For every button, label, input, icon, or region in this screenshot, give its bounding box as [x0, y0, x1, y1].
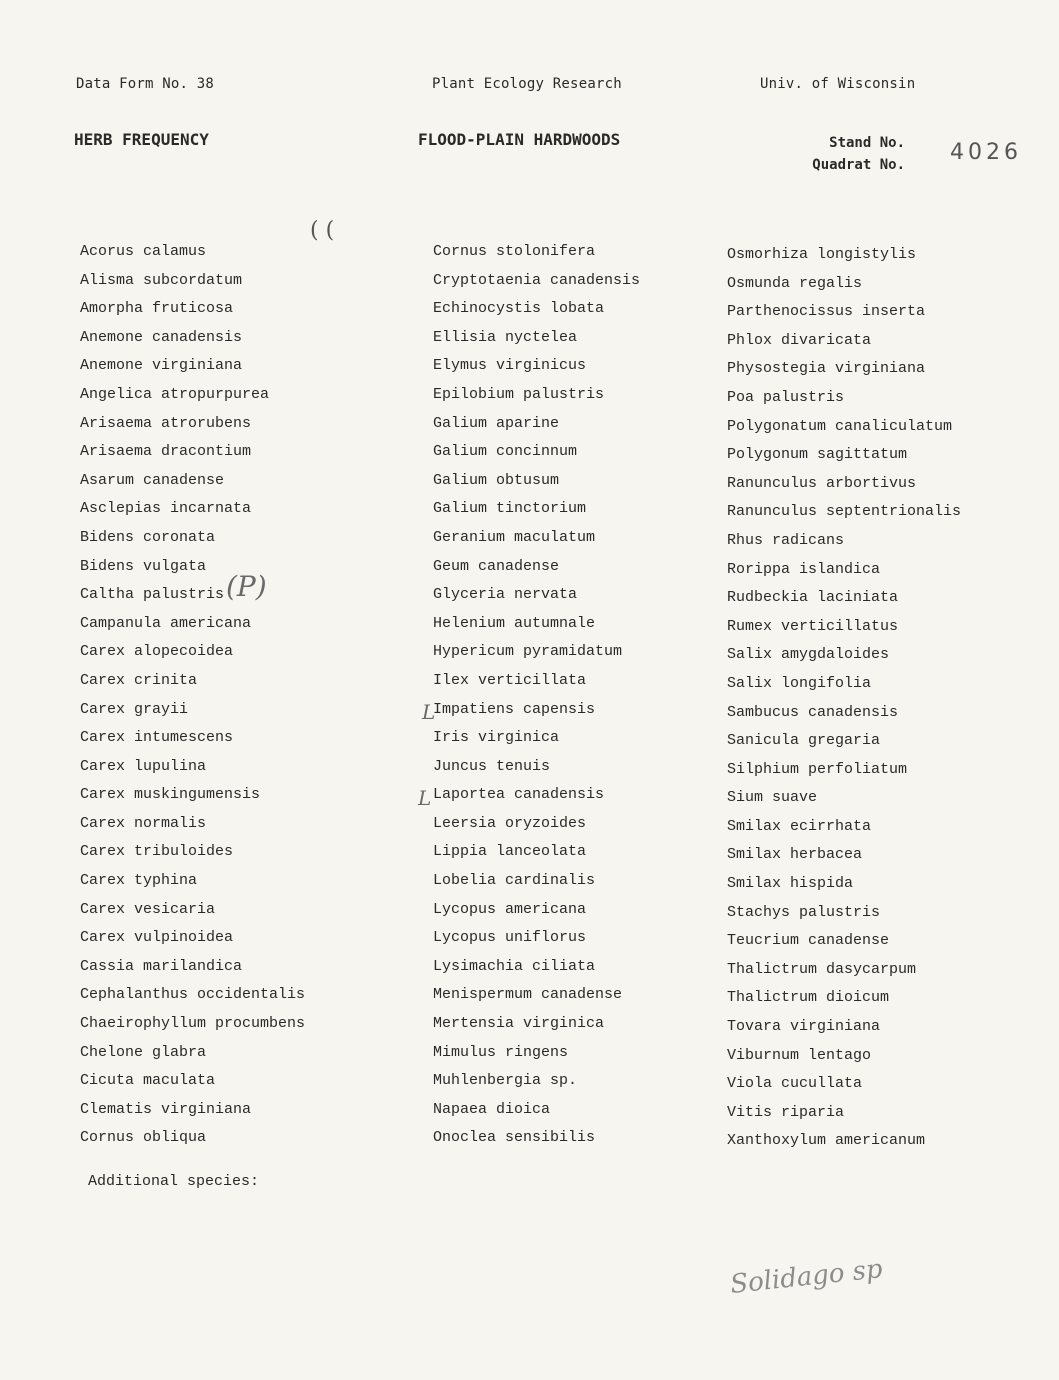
species-item: Salix longifolia: [727, 674, 872, 692]
species-item: Carex vulpinoidea: [80, 929, 234, 947]
species-item: Geum canadense: [433, 557, 560, 575]
species-item: Cassia marilandica: [80, 957, 243, 975]
research-label: Plant Ecology Research: [432, 76, 622, 92]
species-item: Leersia oryzoides: [433, 814, 587, 832]
species-item: Chelone glabra: [80, 1043, 207, 1061]
species-item: Cryptotaenia canadensis: [433, 271, 641, 289]
species-item: Asarum canadense: [80, 471, 225, 489]
species-item: Lysimachia ciliata: [433, 957, 596, 975]
species-item: Rorippa islandica: [727, 560, 881, 578]
species-item: Parthenocissus inserta: [727, 303, 926, 321]
species-item: Carex tribuloides: [80, 843, 234, 861]
species-item: Rhus radicans: [727, 531, 845, 549]
species-item: Laportea canadensis: [433, 786, 605, 804]
species-item: Glyceria nervata: [433, 586, 578, 604]
species-item: Elymus virginicus: [433, 357, 587, 375]
species-item: Lycopus uniflorus: [433, 929, 587, 947]
species-item: Rumex verticillatus: [727, 617, 899, 635]
species-item: Caltha palustris: [80, 586, 225, 604]
species-item: Teucrium canadense: [727, 932, 890, 950]
species-item: Hypericum pyramidatum: [433, 643, 623, 661]
species-item: Viola cucullata: [727, 1075, 863, 1093]
species-item: Cicuta maculata: [80, 1072, 216, 1090]
species-item: Helenium autumnale: [433, 614, 596, 632]
university-label: Univ. of Wisconsin: [760, 76, 916, 92]
species-item: Carex lupulina: [80, 757, 207, 775]
species-item: Polygonatum canaliculatum: [727, 417, 953, 435]
species-item: Mertensia virginica: [433, 1015, 605, 1033]
species-item: Amorpha fruticosa: [80, 300, 234, 318]
species-item: Smilax herbacea: [727, 846, 863, 864]
species-item: Galium obtusum: [433, 471, 560, 489]
species-item: Onoclea sensibilis: [433, 1129, 596, 1147]
species-item: Clematis virginiana: [80, 1100, 252, 1118]
species-item: Ilex verticillata: [433, 671, 587, 689]
species-item: Smilax ecirrhata: [727, 817, 872, 835]
species-item: Iris virginica: [433, 729, 560, 747]
species-item: Campanula americana: [80, 614, 252, 632]
species-item: Poa palustris: [727, 388, 845, 406]
species-item: Silphium perfoliatum: [727, 760, 908, 778]
species-item: Lippia lanceolata: [433, 843, 587, 861]
quadrat-label: Quadrat No.: [812, 157, 905, 173]
species-item: Napaea dioica: [433, 1100, 551, 1118]
species-item: Rudbeckia laciniata: [727, 589, 899, 607]
species-item: Arisaema atrorubens: [80, 414, 252, 432]
stand-label: Stand No.: [829, 135, 905, 151]
species-item: Carex alopecoidea: [80, 643, 234, 661]
species-item: Smilax hispida: [727, 875, 854, 893]
species-item: Carex normalis: [80, 814, 207, 832]
species-item: Juncus tenuis: [433, 757, 551, 775]
form-number: Data Form No. 38: [76, 76, 215, 92]
additional-species-label: Additional species:: [88, 1173, 260, 1190]
species-item: Thalictrum dioicum: [727, 989, 890, 1007]
handwritten-note: Solidago sp: [728, 1254, 884, 1300]
species-item: Sanicula gregaria: [727, 732, 881, 750]
stand-number-handwritten: 4026: [950, 140, 1022, 165]
species-item: Bidens vulgata: [80, 557, 207, 575]
stand-quadrat-labels: [800, 132, 905, 176]
species-item: Impatiens capensis: [433, 700, 596, 718]
species-item: Xanthoxylum americanum: [727, 1132, 926, 1150]
species-item: Thalictrum dasycarpum: [727, 960, 917, 978]
species-item: Arisaema dracontium: [80, 443, 252, 461]
species-item: Bidens coronata: [80, 528, 216, 546]
species-item: Anemone virginiana: [80, 357, 243, 375]
species-item: Muhlenbergia sp.: [433, 1072, 578, 1090]
laportea-tick-mark: L: [418, 786, 432, 810]
species-item: Polygonum sagittatum: [727, 446, 908, 464]
species-item: Osmunda regalis: [727, 274, 863, 292]
species-item: Mimulus ringens: [433, 1043, 569, 1061]
species-item: Ellisia nyctelea: [433, 328, 578, 346]
species-item: Phlox divaricata: [727, 331, 872, 349]
species-item: Cornus stolonifera: [433, 243, 596, 260]
species-item: Ranunculus arbortivus: [727, 474, 917, 492]
species-item: Sambucus canadensis: [727, 703, 899, 721]
species-item: Carex intumescens: [80, 729, 234, 747]
species-item: Anemone canadensis: [80, 328, 243, 346]
species-item: Salix amygdaloides: [727, 646, 890, 664]
species-item: Carex crinita: [80, 671, 198, 689]
species-item: Galium tinctorium: [433, 500, 587, 518]
check-mark: ( (: [310, 218, 335, 243]
community-title: FLOOD-PLAIN HARDWOODS: [418, 130, 621, 149]
species-item: Carex grayii: [80, 700, 189, 718]
species-item: Galium aparine: [433, 414, 560, 432]
form-title: HERB FREQUENCY: [74, 130, 209, 149]
species-item: Alisma subcordatum: [80, 271, 243, 289]
impatiens-tick-mark: L: [422, 700, 436, 724]
species-item: Angelica atropurpurea: [80, 385, 270, 403]
species-item: Acorus calamus: [80, 243, 207, 260]
species-item: Stachys palustris: [727, 903, 881, 921]
species-item: Ranunculus septentrionalis: [727, 503, 962, 521]
species-item: Carex muskingumensis: [80, 786, 261, 804]
species-item: Galium concinnum: [433, 443, 578, 461]
species-item: Lobelia cardinalis: [433, 872, 596, 890]
species-item: Carex vesicaria: [80, 900, 216, 918]
species-item: Cephalanthus occidentalis: [80, 986, 306, 1004]
species-item: Epilobium palustris: [433, 385, 605, 403]
species-item: Menispermum canadense: [433, 986, 623, 1004]
species-item: Asclepias incarnata: [80, 500, 252, 518]
species-item: Echinocystis lobata: [433, 300, 605, 318]
species-item: Geranium maculatum: [433, 528, 596, 546]
species-item: Chaeirophyllum procumbens: [80, 1015, 306, 1033]
species-column-right: [727, 241, 961, 1156]
species-column-left: [80, 238, 305, 1153]
species-item: Sium suave: [727, 789, 818, 807]
species-item: Cornus obliqua: [80, 1129, 207, 1147]
species-item: Osmorhiza longistylis: [727, 246, 917, 263]
species-item: Lycopus americana: [433, 900, 587, 918]
species-column-center: [433, 238, 640, 1153]
caltha-handwritten-mark: (P): [226, 570, 267, 603]
species-item: Vitis riparia: [727, 1103, 845, 1121]
species-item: Physostegia virginiana: [727, 360, 926, 378]
species-item: Viburnum lentago: [727, 1046, 872, 1064]
species-item: Tovara virginiana: [727, 1018, 881, 1036]
species-item: Carex typhina: [80, 872, 198, 890]
